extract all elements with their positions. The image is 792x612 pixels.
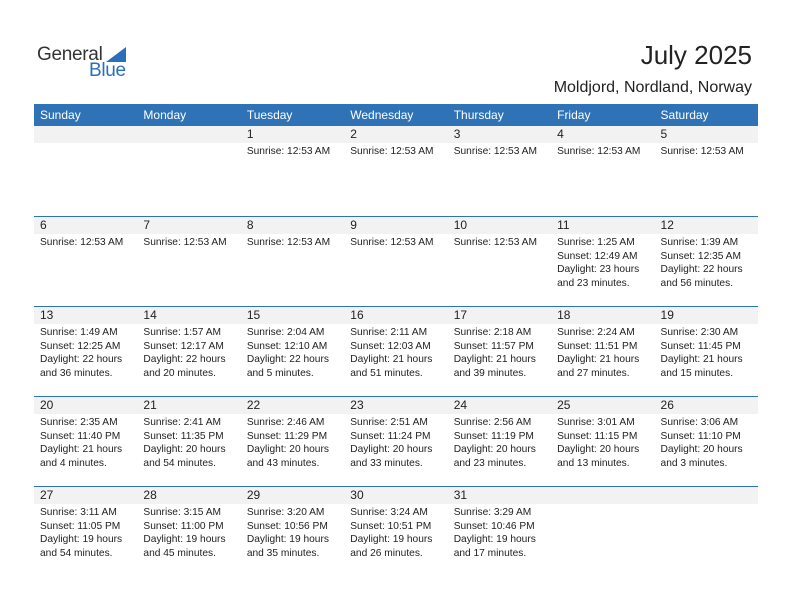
day-info-line: Daylight: 19 hours [453, 534, 536, 545]
day-cell [344, 307, 447, 396]
day-cell [655, 307, 758, 396]
day-info-line: and 54 minutes. [143, 457, 216, 469]
day-number: 27 [34, 487, 137, 504]
weekday-header-tuesday: Tuesday [246, 108, 293, 122]
day-info-line: and 51 minutes. [350, 367, 423, 379]
day-info-line: and 23 minutes. [453, 457, 527, 469]
logo-text-general: General [37, 44, 103, 65]
day-cell [241, 397, 344, 486]
day-info-line: Daylight: 21 hours [557, 354, 640, 365]
day-info-line: Sunset: 11:00 PM [143, 520, 224, 532]
day-info-line: Sunset: 11:29 PM [246, 430, 328, 442]
weekday-header-wednesday: Wednesday [350, 108, 414, 122]
day-info-line: Sunrise: 12:53 AM [246, 146, 331, 157]
day-info-line: Sunrise: 2:24 AM [557, 327, 635, 338]
day-number: 26 [655, 397, 758, 414]
day-number: 20 [34, 397, 137, 414]
calendar-week-row [34, 306, 758, 396]
logo-text-blue: Blue [89, 60, 126, 81]
day-number: 19 [655, 307, 758, 324]
day-info-line: Sunrise: 3:20 AM [246, 507, 325, 518]
day-info-line: Sunrise: 1:57 AM [143, 327, 222, 338]
day-info-line: Daylight: 19 hours [350, 534, 433, 545]
weekday-header-friday: Friday [557, 108, 591, 122]
day-number: 15 [241, 307, 344, 324]
day-info-line: Sunrise: 12:53 AM [246, 237, 331, 248]
location-subtitle: Moldjord, Nordland, Norway [553, 79, 752, 96]
day-info-line: Daylight: 20 hours [453, 444, 536, 455]
day-info-line: Sunrise: 12:53 AM [143, 237, 227, 248]
day-info-line: Sunset: 11:15 PM [557, 430, 638, 442]
day-info-line: Sunrise: 2:51 AM [350, 417, 428, 428]
day-info-line: and 36 minutes. [40, 367, 113, 379]
day-number: 11 [551, 217, 654, 234]
day-info-line: Daylight: 22 hours [40, 354, 123, 365]
day-number: 29 [241, 487, 344, 504]
day-info-line: and 35 minutes. [246, 547, 320, 559]
day-info-line: and 5 minutes. [246, 367, 314, 379]
day-number: 9 [344, 217, 447, 234]
day-info-line: Sunrise: 12:53 AM [660, 146, 744, 157]
day-info-line: Daylight: 21 hours [350, 354, 433, 365]
day-number [655, 487, 758, 504]
calendar-week-row [34, 216, 758, 306]
empty-day-cell [34, 126, 137, 216]
day-info-line: Sunrise: 1:25 AM [557, 237, 635, 248]
day-cell [241, 307, 344, 396]
day-info-line: Sunset: 11:19 PM [453, 430, 534, 442]
day-number: 23 [344, 397, 447, 414]
day-info-line: Sunset: 10:56 PM [246, 520, 328, 532]
calendar-weeks [34, 126, 758, 576]
day-info-line: Sunrise: 3:06 AM [660, 417, 739, 428]
day-number: 17 [448, 307, 551, 324]
day-number: 14 [137, 307, 240, 324]
day-info-line: Sunset: 12:49 AM [557, 250, 638, 262]
day-info-line: Daylight: 20 hours [143, 444, 226, 455]
day-info-line: Daylight: 22 hours [660, 264, 743, 275]
calendar-week-row [34, 486, 758, 576]
weekday-header-monday: Monday [143, 108, 187, 122]
day-info-line: Sunrise: 3:29 AM [453, 507, 532, 518]
day-info-line: Sunrise: 12:53 AM [40, 237, 124, 248]
day-info-line: Sunrise: 12:53 AM [453, 146, 537, 157]
day-cell [137, 397, 240, 486]
day-number: 24 [448, 397, 551, 414]
day-cell [344, 397, 447, 486]
day-cell [34, 217, 137, 306]
day-number: 13 [34, 307, 137, 324]
day-info-line: Sunrise: 3:15 AM [143, 507, 222, 518]
day-info-line: Sunset: 11:51 PM [557, 340, 638, 352]
day-number [551, 487, 654, 504]
day-info-line: Sunrise: 2:56 AM [453, 417, 532, 428]
day-info-line: and 20 minutes. [143, 367, 216, 379]
day-info-line: Sunset: 12:17 AM [143, 340, 224, 352]
day-number [34, 126, 137, 143]
day-cell [344, 217, 447, 306]
day-info-line: Sunset: 11:35 PM [143, 430, 224, 442]
calendar-grid [34, 104, 758, 576]
day-cell [34, 397, 137, 486]
day-cell [551, 217, 654, 306]
day-info-line: Sunrise: 3:11 AM [40, 507, 117, 518]
brand-logo [37, 44, 137, 84]
day-info-line: Daylight: 21 hours [453, 354, 536, 365]
weekday-header-row [34, 104, 758, 126]
day-info-line: and 23 minutes. [557, 277, 630, 289]
weekday-header-saturday: Saturday [660, 108, 709, 122]
day-cell [241, 487, 344, 576]
day-number: 2 [344, 126, 447, 143]
day-number: 10 [448, 217, 551, 234]
day-info-line: and 43 minutes. [246, 457, 320, 469]
day-number: 7 [137, 217, 240, 234]
day-cell [344, 487, 447, 576]
day-cell [655, 397, 758, 486]
empty-day-cell [137, 126, 240, 216]
day-info-line: Sunset: 11:57 PM [453, 340, 534, 352]
day-number: 21 [137, 397, 240, 414]
day-info-line: Sunrise: 12:53 AM [350, 146, 434, 157]
day-info-line: Sunset: 10:51 PM [350, 520, 432, 532]
day-info-line: Daylight: 21 hours [40, 444, 123, 455]
day-cell [137, 307, 240, 396]
day-info-line: Sunset: 11:40 PM [40, 430, 121, 442]
day-info-line: Sunrise: 2:18 AM [453, 327, 532, 338]
day-info-line: and 3 minutes. [660, 457, 728, 469]
day-info-line: and 13 minutes. [557, 457, 630, 469]
day-info-line: Daylight: 19 hours [246, 534, 329, 545]
day-info-line: and 27 minutes. [557, 367, 630, 379]
day-info-line: Sunrise: 2:35 AM [40, 417, 118, 428]
day-info-line: Sunrise: 3:24 AM [350, 507, 428, 518]
day-info-line: Daylight: 22 hours [143, 354, 226, 365]
day-cell [448, 217, 551, 306]
day-cell [448, 487, 551, 576]
page-title: July 2025 [640, 40, 752, 70]
day-info-line: Sunrise: 2:46 AM [246, 417, 325, 428]
day-info-line: and 56 minutes. [660, 277, 734, 289]
empty-day-cell [655, 487, 758, 576]
day-info-line: Sunset: 12:35 AM [660, 250, 741, 262]
day-info-line: Sunrise: 1:49 AM [40, 327, 118, 338]
day-cell [655, 217, 758, 306]
day-cell [655, 126, 758, 216]
day-info-line: Daylight: 19 hours [143, 534, 226, 545]
day-cell [34, 307, 137, 396]
day-info-line: Daylight: 19 hours [40, 534, 123, 545]
day-info-line: and 54 minutes. [40, 547, 113, 559]
day-info-line: Sunset: 11:10 PM [660, 430, 741, 442]
day-number: 3 [448, 126, 551, 143]
day-info-line: Daylight: 20 hours [350, 444, 433, 455]
day-info-line: and 26 minutes. [350, 547, 423, 559]
day-info-line: Sunset: 12:10 AM [246, 340, 328, 352]
day-cell [551, 126, 654, 216]
day-info-line: Daylight: 20 hours [660, 444, 743, 455]
day-number: 18 [551, 307, 654, 324]
day-info-line: Sunrise: 3:01 AM [557, 417, 635, 428]
day-number: 1 [241, 126, 344, 143]
calendar-week-row [34, 396, 758, 486]
day-cell [137, 217, 240, 306]
day-number: 22 [241, 397, 344, 414]
day-cell [34, 487, 137, 576]
day-cell [448, 307, 551, 396]
day-cell [344, 126, 447, 216]
day-info-line: Daylight: 20 hours [246, 444, 329, 455]
day-number: 4 [551, 126, 654, 143]
day-info-line: Sunrise: 2:30 AM [660, 327, 739, 338]
day-number: 6 [34, 217, 137, 234]
day-info-line: Sunset: 12:03 AM [350, 340, 431, 352]
day-number: 16 [344, 307, 447, 324]
day-info-line: Sunset: 11:45 PM [660, 340, 741, 352]
day-cell [551, 307, 654, 396]
day-info-line: Sunset: 11:24 PM [350, 430, 431, 442]
day-cell [448, 126, 551, 216]
day-info-line: and 45 minutes. [143, 547, 216, 559]
day-info-line: Sunset: 10:46 PM [453, 520, 535, 532]
weekday-header-sunday: Sunday [40, 108, 81, 122]
day-info-line: Daylight: 22 hours [246, 354, 329, 365]
day-info-line: Daylight: 20 hours [557, 444, 640, 455]
calendar-week-row [34, 126, 758, 216]
day-number [137, 126, 240, 143]
day-info-line: and 33 minutes. [350, 457, 423, 469]
day-number: 12 [655, 217, 758, 234]
day-info-line: and 39 minutes. [453, 367, 527, 379]
day-info-line: Sunset: 11:05 PM [40, 520, 121, 532]
day-number: 31 [448, 487, 551, 504]
day-cell [448, 397, 551, 486]
day-info-line: Sunset: 12:25 AM [40, 340, 121, 352]
day-cell [241, 217, 344, 306]
day-info-line: Sunrise: 2:41 AM [143, 417, 222, 428]
day-info-line: Daylight: 21 hours [660, 354, 743, 365]
day-number: 8 [241, 217, 344, 234]
weekday-header-thursday: Thursday [453, 108, 504, 122]
day-cell [137, 487, 240, 576]
day-info-line: and 17 minutes. [453, 547, 527, 559]
day-info-line: Sunrise: 12:53 AM [453, 237, 537, 248]
day-info-line: and 4 minutes. [40, 457, 107, 469]
day-info-line: Sunrise: 12:53 AM [557, 146, 641, 157]
day-info-line: Sunrise: 2:11 AM [350, 327, 428, 338]
day-cell [241, 126, 344, 216]
day-cell [551, 397, 654, 486]
empty-day-cell [551, 487, 654, 576]
day-info-line: Sunrise: 12:53 AM [350, 237, 434, 248]
day-info-line: Sunrise: 1:39 AM [660, 237, 739, 248]
day-number: 25 [551, 397, 654, 414]
day-info-line: Daylight: 23 hours [557, 264, 640, 275]
day-number: 28 [137, 487, 240, 504]
day-number: 5 [655, 126, 758, 143]
day-info-line: and 15 minutes. [660, 367, 734, 379]
day-info-line: Sunrise: 2:04 AM [246, 327, 325, 338]
day-number: 30 [344, 487, 447, 504]
